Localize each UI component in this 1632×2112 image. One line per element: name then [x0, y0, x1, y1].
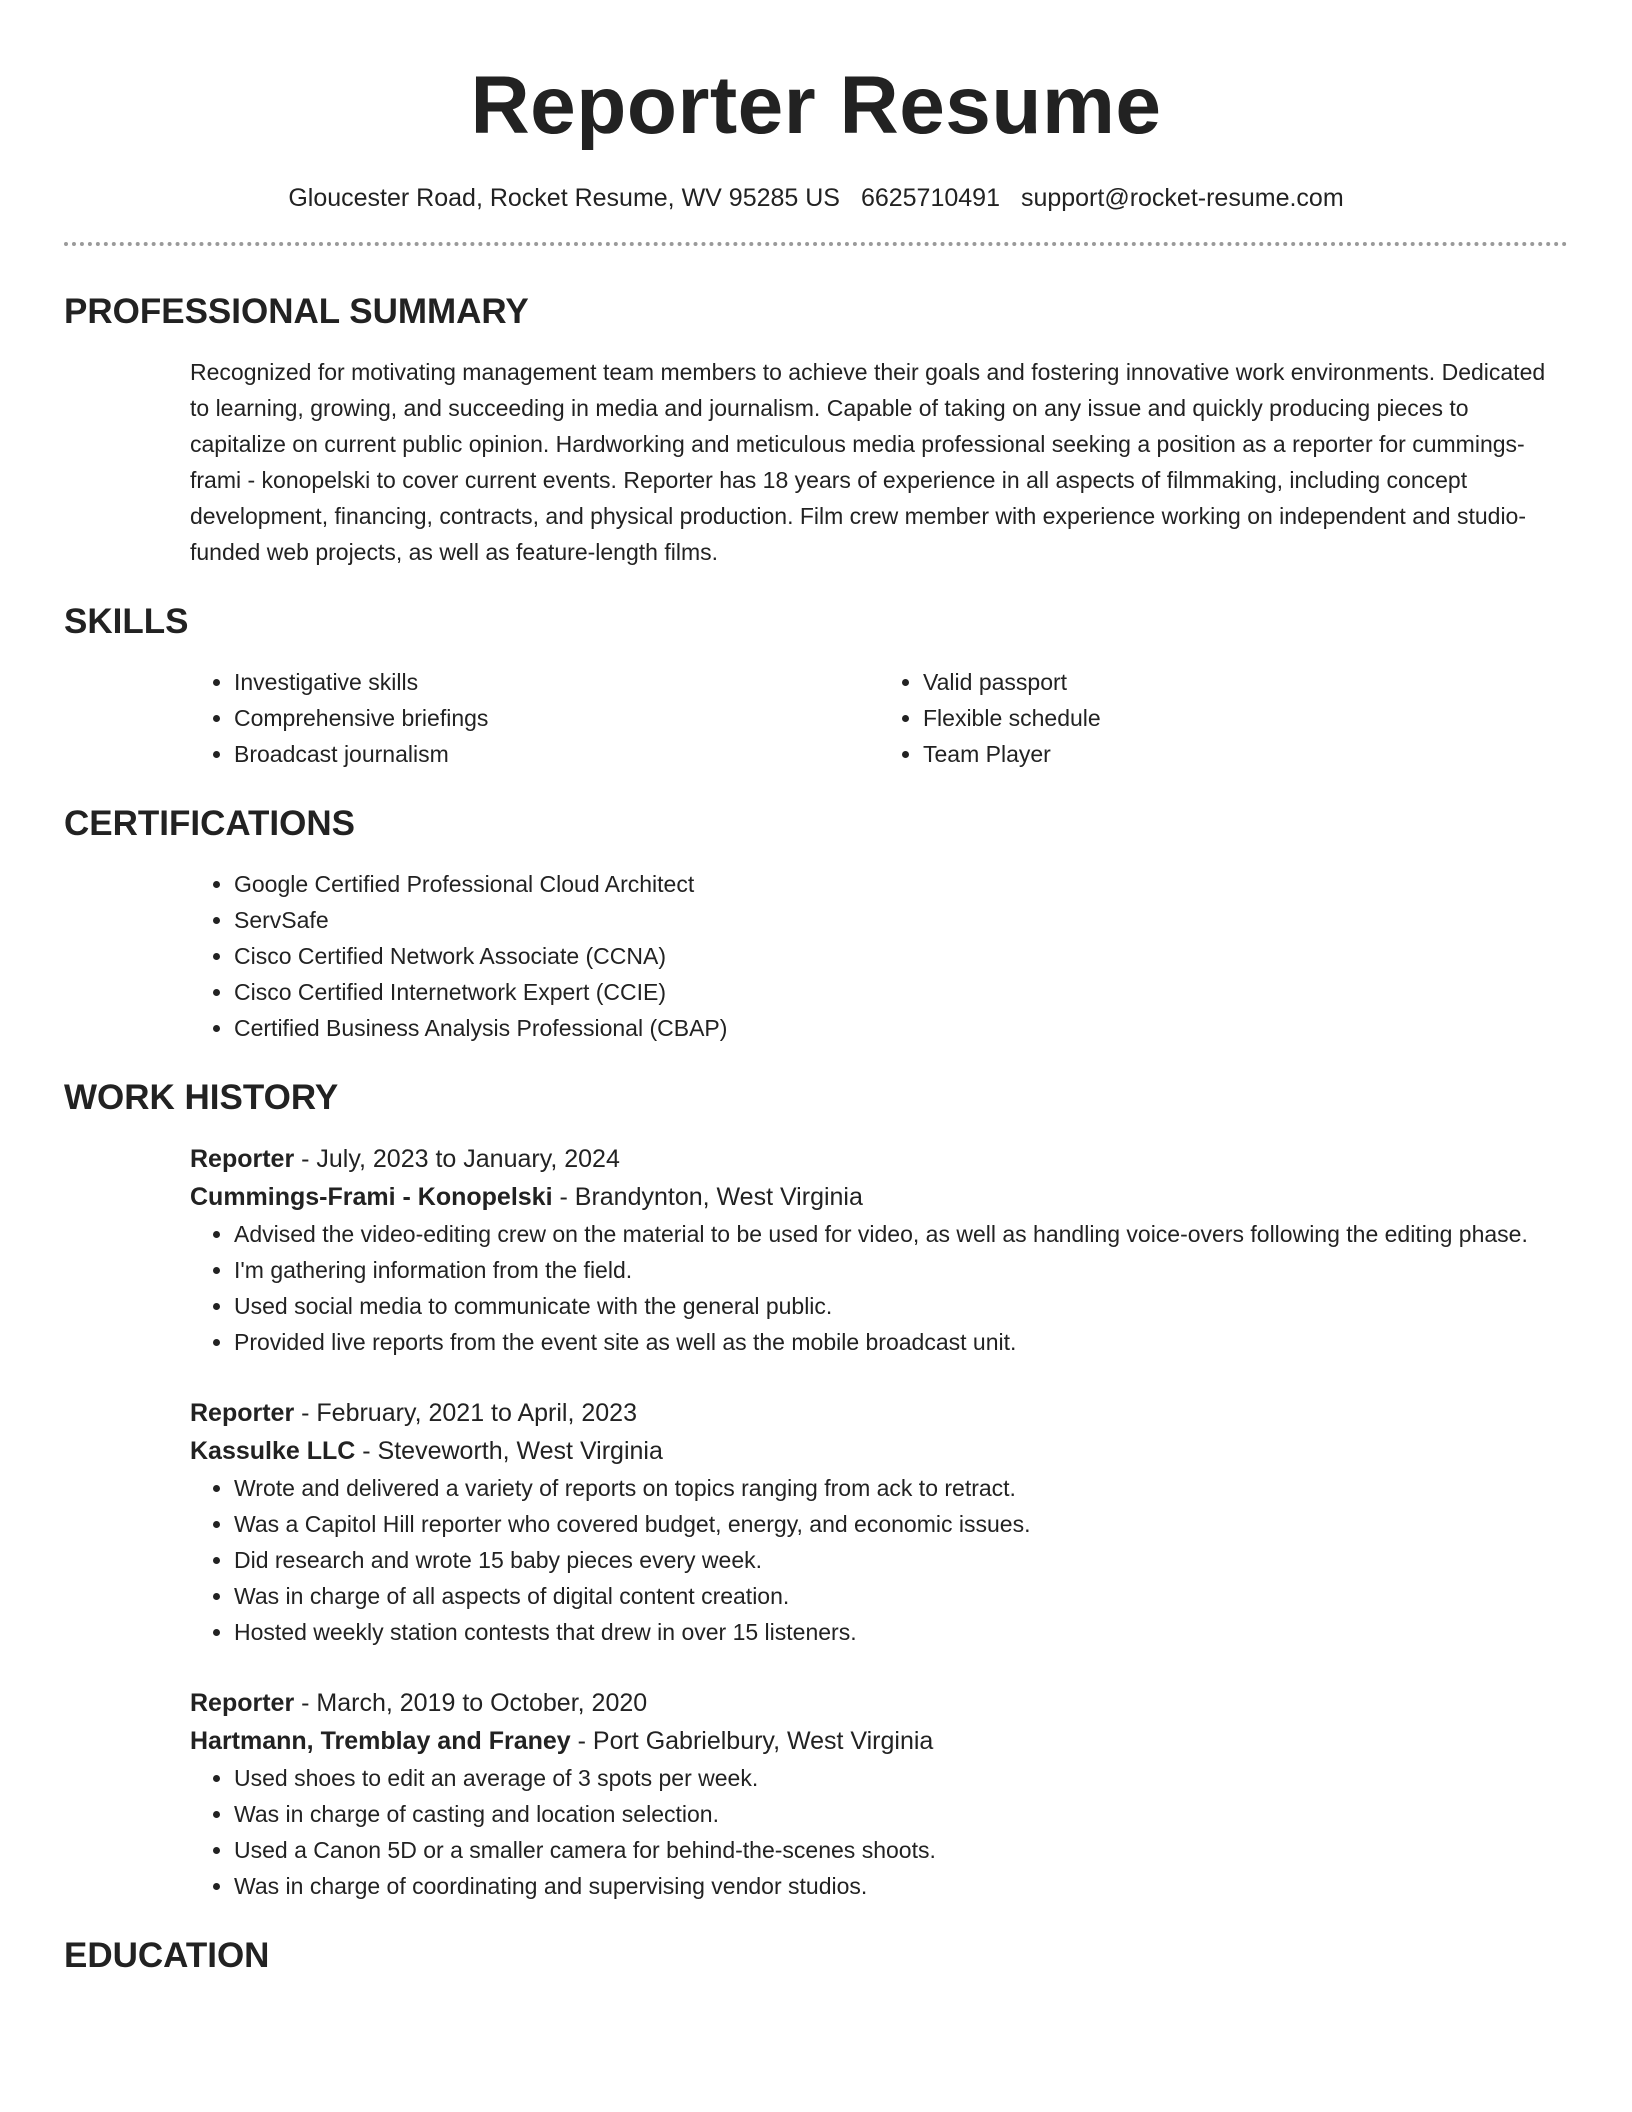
- skill-item: • Investigative skills: [234, 664, 879, 700]
- contact-line: [64, 182, 1568, 214]
- job-bullet: • Used shoes to edit an average of 3 spots per week.: [234, 1760, 1568, 1796]
- education-section: [64, 1934, 1568, 1978]
- skill-item: • Valid passport: [923, 664, 1568, 700]
- job-title-line: [190, 1140, 1568, 1178]
- work-history-section: [64, 1076, 1568, 1904]
- work-history-heading: WORK HISTORY: [64, 1078, 339, 1117]
- job-bullets: [190, 1470, 1568, 1650]
- job-bullet: • Was a Capitol Hill reporter who covered budget, energy, and economic issues.: [234, 1506, 1568, 1542]
- job-bullet: • Was in charge of all aspects of digital content creation.: [234, 1578, 1568, 1614]
- skill-item: • Team Player: [923, 736, 1568, 772]
- job-location: - Brandynton, West Virginia: [552, 1183, 863, 1211]
- certification-item: • Cisco Certified Network Associate (CCNA): [234, 938, 1568, 974]
- skills-list-left: [190, 664, 879, 772]
- job-title: Reporter: [190, 1399, 295, 1427]
- job-company-line: [190, 1722, 1568, 1760]
- header-divider: [64, 242, 1568, 246]
- job-title-line: [190, 1684, 1568, 1722]
- job-bullet: • Used a Canon 5D or a smaller camera for behind-the-scenes shoots.: [234, 1832, 1568, 1868]
- resume-title: Reporter Resume: [470, 60, 1162, 151]
- education-heading: EDUCATION: [64, 1936, 270, 1975]
- contact-email[interactable]: support@rocket-resume.com: [1020, 184, 1344, 212]
- job-bullet: • I'm gathering information from the field.: [234, 1252, 1568, 1288]
- certification-item: • ServSafe: [234, 902, 1568, 938]
- job-bullet: • Hosted weekly station contests that drew in over 15 listeners.: [234, 1614, 1568, 1650]
- contact-phone: 6625710491: [860, 184, 1000, 212]
- job-entry: [190, 1684, 1568, 1904]
- job-title-line: [190, 1394, 1568, 1432]
- job-company-line: [190, 1432, 1568, 1470]
- job-title: Reporter: [190, 1145, 295, 1173]
- summary-text: Recognized for motivating management team members to achieve their goals and fostering innovative work environments. Dedicated to learning, growing, and succeeding in media and journalism. Capable of taking on any issue and quickly producing pieces to capitalize on current public opinion. Hardworking and meticulous media professional seeking a position as a reporter for cummings-frami - konopelski to cover current events. Reporter has 18 years of experience in all aspects of filmmaking, including concept development, financing, contracts, and physical production. Film crew member with experience working on independent and studio-funded web projects, as well as feature-length films.: [190, 359, 1546, 565]
- contact-address: Gloucester Road, Rocket Resume, WV 95285 US: [288, 184, 840, 212]
- job-bullet: • Wrote and delivered a variety of reports on topics ranging from ack to retract.: [234, 1470, 1568, 1506]
- job-company: Hartmann, Tremblay and Franey: [190, 1727, 571, 1755]
- job-bullet: • Provided live reports from the event site as well as the mobile broadcast unit.: [234, 1324, 1568, 1360]
- certification-item: • Certified Business Analysis Professional (CBAP): [234, 1010, 1568, 1046]
- job-entry: [190, 1140, 1568, 1360]
- job-bullet: • Advised the video-editing crew on the material to be used for video, as well as handling voice-overs following the editing phase.: [234, 1216, 1568, 1252]
- job-company-line: [190, 1178, 1568, 1216]
- certification-item: • Google Certified Professional Cloud Architect: [234, 866, 1568, 902]
- job-bullets: [190, 1216, 1568, 1360]
- job-bullet: • Was in charge of coordinating and supervising vendor studios.: [234, 1868, 1568, 1904]
- skill-item: • Broadcast journalism: [234, 736, 879, 772]
- job-dates: - February, 2021 to April, 2023: [294, 1399, 637, 1427]
- skills-heading: SKILLS: [64, 602, 189, 641]
- job-bullets: [190, 1760, 1568, 1904]
- job-bullet: • Used social media to communicate with the general public.: [234, 1288, 1568, 1324]
- job-company: Cummings-Frami - Konopelski: [190, 1183, 553, 1211]
- job-bullet: • Was in charge of casting and location selection.: [234, 1796, 1568, 1832]
- skill-item: • Comprehensive briefings: [234, 700, 879, 736]
- job-location: - Steveworth, West Virginia: [355, 1437, 663, 1465]
- certifications-section: [64, 802, 1568, 1046]
- resume-page: [64, 0, 1568, 1978]
- job-dates: - July, 2023 to January, 2024: [294, 1145, 620, 1173]
- job-location: - Port Gabrielbury, West Virginia: [570, 1727, 934, 1755]
- job-entry: [190, 1394, 1568, 1650]
- skills-list-right: [879, 664, 1568, 772]
- job-company: Kassulke LLC: [190, 1437, 356, 1465]
- summary-heading: PROFESSIONAL SUMMARY: [64, 292, 529, 331]
- certification-item: • Cisco Certified Internetwork Expert (CCIE): [234, 974, 1568, 1010]
- job-title: Reporter: [190, 1689, 295, 1717]
- certifications-heading: CERTIFICATIONS: [64, 804, 356, 843]
- skills-section: [64, 600, 1568, 772]
- summary-section: [64, 290, 1568, 570]
- skill-item: • Flexible schedule: [923, 700, 1568, 736]
- job-bullet: • Did research and wrote 15 baby pieces every week.: [234, 1542, 1568, 1578]
- certifications-list: [190, 866, 1568, 1046]
- job-dates: - March, 2019 to October, 2020: [294, 1689, 648, 1717]
